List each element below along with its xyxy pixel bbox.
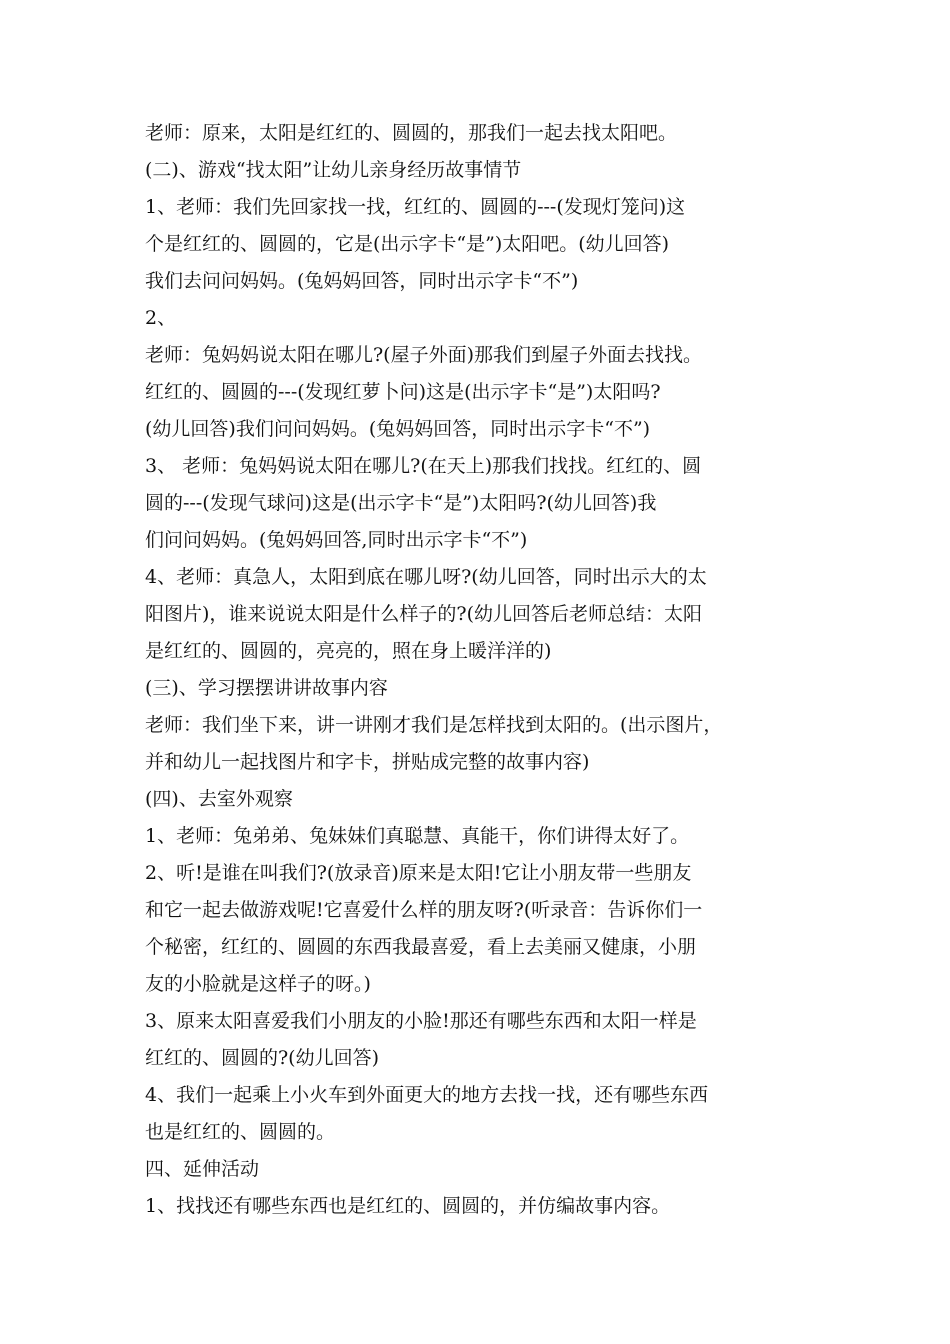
text-line: 红红的、圆圆的---(发现红萝卜问)这是(出示字卡“是”)太阳吗? <box>145 381 661 403</box>
text-line: 圆的---(发现气球问)这是(出示字卡“是”)太阳吗?(幼儿回答)我 <box>145 492 657 514</box>
text-line: 阳图片)，谁来说说太阳是什么样子的?(幼儿回答后老师总结：太阳 <box>145 603 703 625</box>
text-line: 也是红红的、圆圆的。 <box>145 1121 336 1143</box>
text-line: 我们去问问妈妈。(兔妈妈回答，同时出示字卡“不”) <box>145 270 579 292</box>
text-line: 4、我们一起乘上小火车到外面更大的地方去找一找，还有哪些东西 <box>145 1084 709 1106</box>
section-heading: 四、延伸活动 <box>145 1158 260 1180</box>
section-heading: (三)、学习摆摆讲讲故事内容 <box>145 677 388 699</box>
text-line: 1、老师：我们先回家找一找，红红的、圆圆的---(发现灯笼问)这 <box>145 196 686 218</box>
document-body <box>145 115 815 1225</box>
text-line: 们问问妈妈。(兔妈妈回答,同时出示字卡“不”) <box>145 529 528 551</box>
text-line: 2、 <box>145 307 177 329</box>
section-heading: (四)、去室外观察 <box>145 788 293 810</box>
text-line: 个是红红的、圆圆的，它是(出示字卡“是”)太阳吧。(幼儿回答) <box>145 233 670 255</box>
text-line: 红红的、圆圆的?(幼儿回答) <box>145 1047 380 1069</box>
text-line: 2、听!是谁在叫我们?(放录音)原来是太阳!它让小朋友带一些朋友 <box>145 862 692 884</box>
text-line: 个秘密，红红的、圆圆的东西我最喜爱，看上去美丽又健康，小朋 <box>145 936 697 958</box>
text-line: 3、 老师：兔妈妈说太阳在哪儿?(在天上)那我们找找。红红的、圆 <box>145 455 702 477</box>
text-line: 4、老师：真急人，太阳到底在哪儿呀?(幼儿回答，同时出示大的太 <box>145 566 707 588</box>
text-line: 并和幼儿一起找图片和字卡，拼贴成完整的故事内容) <box>145 751 590 773</box>
text-line: (幼儿回答)我们问问妈妈。(兔妈妈回答，同时出示字卡“不”) <box>145 418 651 440</box>
text-line: 友的小脸就是这样子的呀。) <box>145 973 371 995</box>
text-line: 老师：原来，太阳是红红的、圆圆的，那我们一起去找太阳吧。 <box>145 122 678 144</box>
text-line: 3、原来太阳喜爱我们小朋友的小脸!那还有哪些东西和太阳一样是 <box>145 1010 697 1032</box>
text-line: 老师：我们坐下来，讲一讲刚才我们是怎样找到太阳的。(出示图片， <box>145 714 723 736</box>
text-line: 1、老师：兔弟弟、兔妹妹们真聪慧、真能干，你们讲得太好了。 <box>145 825 690 847</box>
text-line: 是红红的、圆圆的，亮亮的，照在身上暖洋洋的) <box>145 640 552 662</box>
text-line: 和它一起去做游戏呢!它喜爱什么样的朋友呀?(听录音：告诉你们一 <box>145 899 703 921</box>
section-heading: (二)、游戏“找太阳”让幼儿亲身经历故事情节 <box>145 159 522 181</box>
text-line: 老师：兔妈妈说太阳在哪儿?(屋子外面)那我们到屋子外面去找找。 <box>145 344 703 366</box>
text-line: 1、找找还有哪些东西也是红红的、圆圆的，并仿编故事内容。 <box>145 1195 671 1217</box>
